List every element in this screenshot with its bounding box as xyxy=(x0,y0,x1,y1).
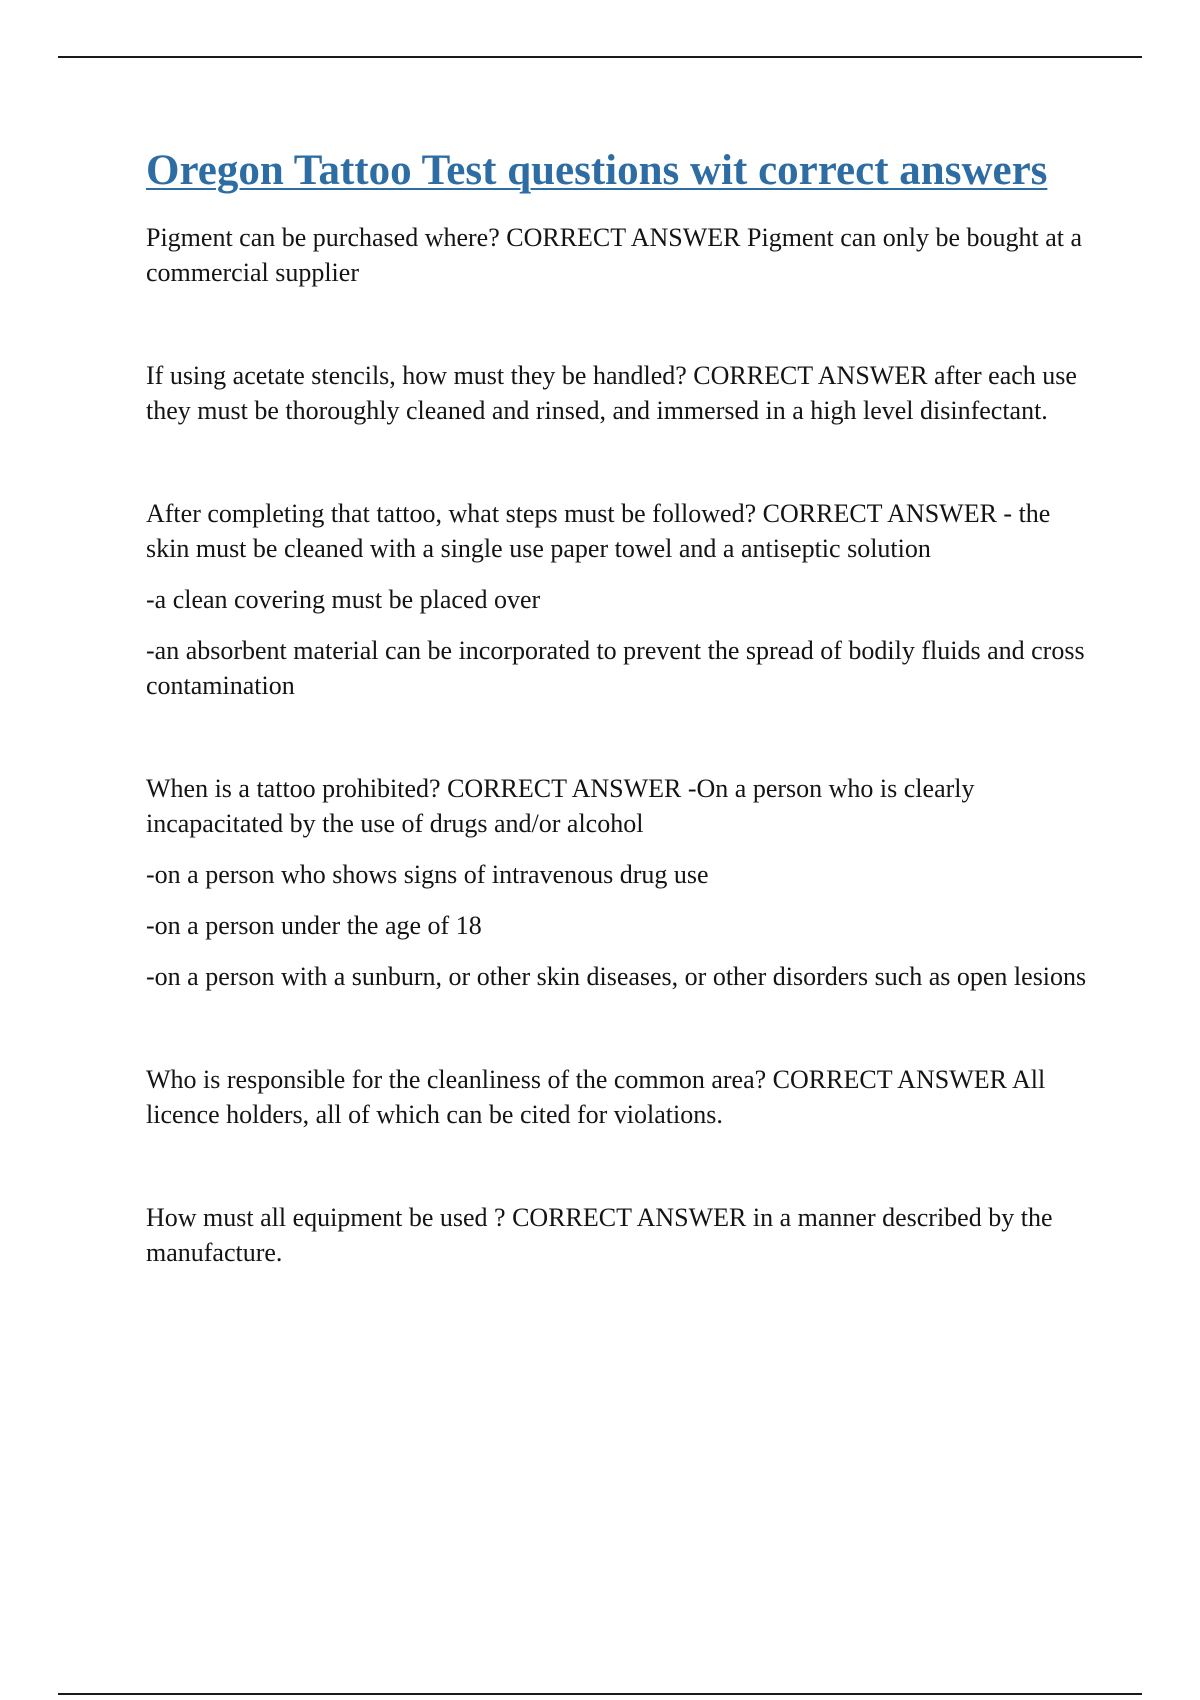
qa-block-after-tattoo-steps xyxy=(146,496,1096,703)
document-title: Oregon Tattoo Test questions wit correct answers xyxy=(146,147,1048,194)
qa-block-tattoo-prohibited xyxy=(146,771,1096,994)
qa-block-equipment-use xyxy=(146,1200,1096,1270)
qa-block-pigment-purchase xyxy=(146,220,1096,290)
qa-block-common-area-cleanliness xyxy=(146,1062,1096,1132)
qa-answer-item: -on a person with a sunburn, or other skin diseases, or other disorders such as open lesions xyxy=(146,962,1087,991)
qa-text: Pigment can be purchased where? CORRECT ANSWER Pigment can only be bought at a commercial supplier xyxy=(146,223,1083,287)
document-body xyxy=(146,142,1096,1338)
qa-answer-item: -a clean covering must be placed over xyxy=(146,585,541,614)
qa-text: When is a tattoo prohibited? CORRECT ANSWER -On a person who is clearly incapacitated by the use of drugs and/or alcohol xyxy=(146,774,975,838)
qa-text: How must all equipment be used ? CORRECT ANSWER in a manner described by the manufacture. xyxy=(146,1203,1053,1267)
qa-answer-item: -on a person who shows signs of intravenous drug use xyxy=(146,860,709,889)
qa-answer-item: -on a person under the age of 18 xyxy=(146,911,482,940)
qa-block-acetate-stencils xyxy=(146,358,1096,428)
qa-answer-item: -an absorbent material can be incorporated to prevent the spread of bodily fluids and cross contamination xyxy=(146,636,1085,700)
page-bottom-rule xyxy=(58,1693,1142,1695)
page-top-rule xyxy=(58,56,1142,58)
qa-text: If using acetate stencils, how must they be handled? CORRECT ANSWER after each use they must be thoroughly cleaned and rinsed, and immersed in a high level disinfectant. xyxy=(146,361,1077,425)
qa-text: After completing that tattoo, what steps must be followed? CORRECT ANSWER - the skin must be cleaned with a single use paper towel and a antiseptic solution xyxy=(146,499,1051,563)
qa-text: Who is responsible for the cleanliness of the common area? CORRECT ANSWER All licence holders, all of which can be cited for violations. xyxy=(146,1065,1046,1129)
